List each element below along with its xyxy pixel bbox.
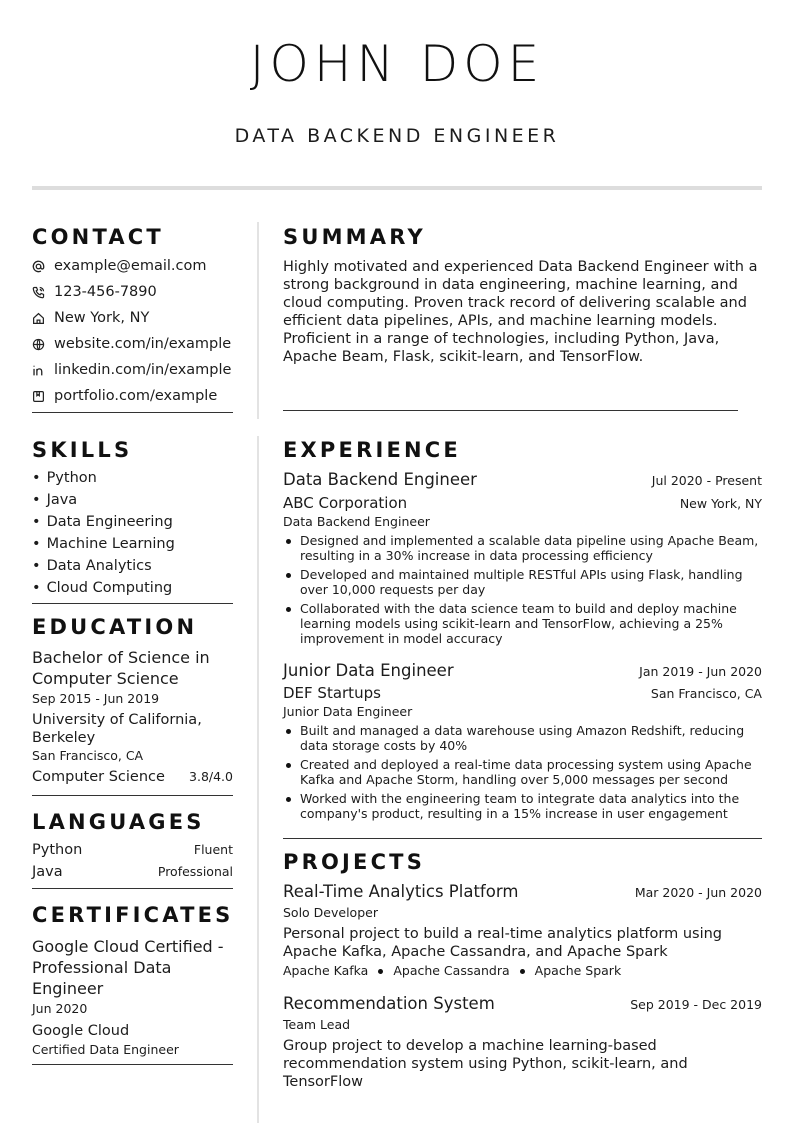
- job-title-heading: DATA BACKEND ENGINEER: [234, 125, 560, 147]
- phone-icon: [32, 286, 54, 299]
- job-bullet: Collaborated with the data science team to build and deploy machine learning models using scikit-learn and TensorFlow, achieving a 25% improvement in model accuracy: [283, 601, 762, 646]
- linkedin-icon: [32, 364, 54, 377]
- contact-location-text: New York, NY: [54, 310, 150, 326]
- experience-heading: EXPERIENCE: [283, 438, 461, 462]
- experience-divider: [283, 838, 762, 839]
- project-tag: Apache Cassandra: [393, 963, 510, 978]
- column-divider-top: [257, 222, 259, 419]
- job-title: Data Backend Engineer: [283, 470, 477, 489]
- job-company-row: [283, 493, 762, 513]
- skills-section: [32, 437, 233, 604]
- job-header: [283, 469, 762, 491]
- education-heading: EDUCATION: [32, 615, 198, 639]
- tag-separator: [520, 969, 525, 974]
- projects-heading: PROJECTS: [283, 850, 426, 874]
- project-tag: Apache Kafka: [283, 963, 369, 978]
- certificate-name: Google Cloud Certified - Professional Data Engineer: [32, 937, 224, 998]
- certificates-divider: [32, 1064, 233, 1065]
- education-degree: Bachelor of Science in Computer Science: [32, 648, 210, 688]
- skill-item: • Cloud Computing: [32, 577, 233, 599]
- contact-portfolio-text: portfolio.com/example: [54, 388, 218, 404]
- education-dates: Sep 2015 - Jun 2019: [32, 691, 160, 706]
- certificates-section: [32, 902, 233, 1065]
- contact-portfolio[interactable]: [32, 383, 233, 409]
- header-divider: [32, 186, 762, 190]
- contact-email[interactable]: [32, 253, 233, 279]
- project-dates: Mar 2020 - Jun 2020: [634, 885, 762, 900]
- certificate-issuer: Google Cloud: [32, 1023, 130, 1039]
- project-header: [283, 881, 762, 903]
- job-bullet: Worked with the engineering team to integrate data analytics into the company's product, resulting in a 15% increase in user engagement: [283, 791, 762, 821]
- column-divider-bottom: [257, 436, 259, 1123]
- candidate-name: JOHN DOE: [249, 35, 545, 93]
- project-dates: Sep 2019 - Dec 2019: [630, 997, 762, 1012]
- contact-list: [32, 253, 233, 409]
- language-name: Java: [32, 864, 63, 880]
- certificate-credential: Certified Data Engineer: [32, 1042, 179, 1057]
- job-role: Junior Data Engineer: [283, 704, 413, 719]
- skills-divider: [32, 603, 233, 604]
- summary-heading: SUMMARY: [283, 225, 426, 249]
- languages-list: [32, 841, 233, 885]
- project-role: Team Lead: [283, 1017, 351, 1032]
- languages-heading: LANGUAGES: [32, 810, 205, 834]
- project-tag: Apache Spark: [534, 963, 622, 978]
- experience-section: [283, 437, 762, 825]
- project-role: Solo Developer: [283, 905, 378, 920]
- contact-linkedin-text: linkedin.com/in/example: [54, 362, 232, 378]
- contact-divider: [32, 412, 233, 413]
- skill-item: • Data Analytics: [32, 555, 233, 577]
- job-bullet: Built and managed a data warehouse using Amazon Redshift, reducing data storage costs by 40%: [283, 723, 762, 753]
- languages-section: [32, 809, 233, 889]
- project-description: Group project to develop a machine learning-based recommendation system using Python, scikit-learn, and TensorFlow: [283, 1038, 688, 1090]
- contact-section: [32, 224, 233, 413]
- globe-icon: [32, 338, 54, 351]
- job-dates: Jan 2019 - Jun 2020: [639, 664, 762, 679]
- project-entry: [283, 881, 762, 980]
- summary-section: [283, 224, 762, 366]
- job-role: Data Backend Engineer: [283, 514, 430, 529]
- job-bullets: [283, 533, 762, 646]
- project-title: Real-Time Analytics Platform: [283, 882, 519, 901]
- job-company: DEF Startups: [283, 684, 381, 702]
- job-location: San Francisco, CA: [650, 686, 762, 701]
- project-header: [283, 993, 762, 1015]
- education-gpa: 3.8/4.0: [189, 769, 233, 784]
- job-company: ABC Corporation: [283, 494, 408, 512]
- languages-divider: [32, 888, 233, 889]
- job-bullet: Created and deployed a real-time data processing system using Apache Kafka and Apache Storm, handling over 5,000 messages per second: [283, 757, 762, 787]
- job-title: Junior Data Engineer: [283, 661, 454, 680]
- skill-item: • Java: [32, 489, 233, 511]
- language-level: Professional: [157, 864, 233, 879]
- contact-phone[interactable]: [32, 279, 233, 305]
- job-location: New York, NY: [679, 496, 762, 511]
- contact-website-text: website.com/in/example: [54, 336, 232, 352]
- education-section: [32, 614, 233, 796]
- project-description: Personal project to build a real-time analytics platform using Apache Kafka, Apache Cassandra, and Apache Spark: [283, 926, 722, 960]
- job-bullet: Developed and maintained multiple RESTful APIs using Flask, handling over 10,000 requests per day: [283, 567, 762, 597]
- experience-entry: [283, 469, 762, 646]
- home-icon: [32, 312, 54, 325]
- job-bullets: [283, 723, 762, 821]
- contact-email-text: example@email.com: [54, 258, 207, 274]
- contact-phone-text: 123-456-7890: [54, 284, 157, 300]
- language-row: [32, 841, 233, 863]
- summary-divider: [283, 410, 738, 411]
- education-location: San Francisco, CA: [32, 748, 144, 763]
- contact-heading: CONTACT: [32, 225, 164, 249]
- projects-section: [283, 849, 762, 1091]
- certificates-heading: CERTIFICATES: [32, 903, 234, 927]
- skills-heading: SKILLS: [32, 438, 133, 462]
- education-field-row: [32, 768, 233, 786]
- language-row: [32, 863, 233, 885]
- experience-entry: [283, 660, 762, 821]
- contact-location: [32, 305, 233, 331]
- contact-linkedin[interactable]: [32, 357, 233, 383]
- at-icon: [32, 260, 54, 273]
- language-name: Python: [32, 842, 83, 858]
- education-field: Computer Science: [32, 769, 165, 785]
- skill-item: • Machine Learning: [32, 533, 233, 555]
- job-header: [283, 660, 762, 682]
- language-level: Fluent: [193, 842, 233, 857]
- skills-list: [32, 467, 233, 599]
- tag-separator: [378, 969, 383, 974]
- education-school: University of California, Berkeley: [32, 712, 202, 746]
- job-bullet: Designed and implemented a scalable data pipeline using Apache Beam, resulting in a 30% increase in data processing efficiency: [283, 533, 762, 563]
- job-company-row: [283, 683, 762, 703]
- job-dates: Jul 2020 - Present: [651, 473, 762, 488]
- project-entry: [283, 993, 762, 1091]
- portfolio-icon: [32, 390, 54, 403]
- project-title: Recommendation System: [283, 994, 495, 1013]
- skill-item: • Python: [32, 467, 233, 489]
- summary-text: Highly motivated and experienced Data Backend Engineer with a strong background in data engineering, machine learning, and cloud computing. Proven track record of delivering scalable and efficient data pipelines, APIs, and machine learning models. Proficient in a range of technologies, including Python, Java, Apache Beam, Flask, scikit-learn, and TensorFlow.: [283, 259, 758, 365]
- project-tags: [283, 962, 762, 980]
- contact-website[interactable]: [32, 331, 233, 357]
- certificate-date: Jun 2020: [32, 1001, 88, 1016]
- skill-item: • Data Engineering: [32, 511, 233, 533]
- education-divider: [32, 795, 233, 796]
